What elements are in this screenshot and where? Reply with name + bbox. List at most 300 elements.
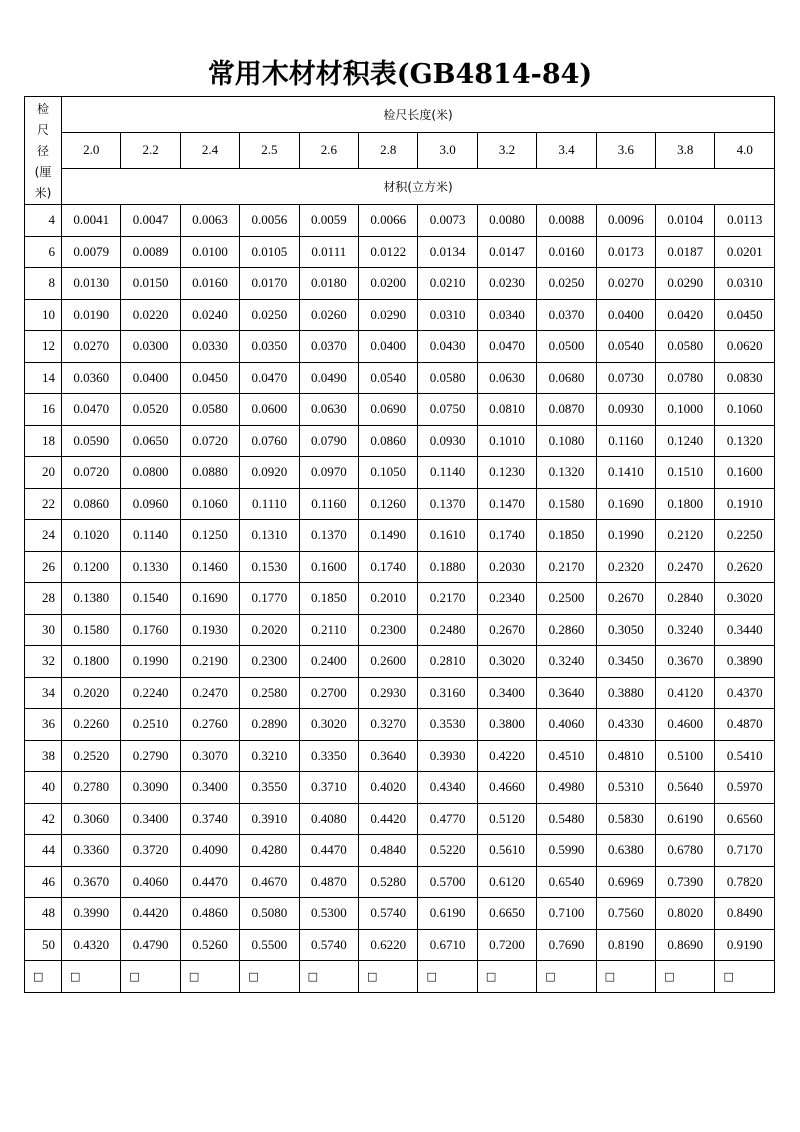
volume-cell: 0.1990	[121, 646, 180, 678]
volume-cell: 0.1760	[121, 614, 180, 646]
volume-cell: 0.8490	[715, 898, 775, 930]
volume-cell: 0.0073	[418, 205, 477, 237]
volume-cell: 0.5120	[477, 803, 536, 835]
volume-cell: 0.0088	[537, 205, 596, 237]
volume-cell: 0.0470	[477, 331, 536, 363]
volume-cell: 0.1740	[477, 520, 536, 552]
volume-cell: 0.2170	[537, 551, 596, 583]
diameter-cell: 6	[25, 236, 62, 268]
diameter-cell: 22	[25, 488, 62, 520]
volume-cell: 0.0059	[299, 205, 358, 237]
volume-cell: 0.0350	[240, 331, 299, 363]
volume-cell: 0.1490	[359, 520, 418, 552]
diameter-cell: 32	[25, 646, 62, 678]
volume-cell: 0.0580	[418, 362, 477, 394]
volume-cell: 0.0420	[656, 299, 715, 331]
volume-cell: 0.0540	[596, 331, 655, 363]
volume-cell: 0.0330	[180, 331, 239, 363]
volume-cell: 0.4870	[299, 866, 358, 898]
diameter-cell: 16	[25, 394, 62, 426]
diameter-header-line: 检	[36, 102, 49, 116]
volume-cell: 0.0360	[62, 362, 121, 394]
volume-cell: 0.0113	[715, 205, 775, 237]
volume-table-body	[25, 97, 775, 993]
table-row	[25, 677, 775, 709]
diameter-cell: 12	[25, 331, 62, 363]
volume-cell: 0.4980	[537, 772, 596, 804]
volume-cell: 0.4340	[418, 772, 477, 804]
volume-cell: 0.3720	[121, 835, 180, 867]
volume-cell: 0.3060	[62, 803, 121, 835]
volume-cell: 0.5700	[418, 866, 477, 898]
volume-cell: 0.4470	[180, 866, 239, 898]
volume-cell: 0.3020	[477, 646, 536, 678]
volume-cell: 0.3070	[180, 740, 239, 772]
volume-cell: 0.3550	[240, 772, 299, 804]
volume-cell: 0.2670	[596, 583, 655, 615]
volume-cell: 0.6650	[477, 898, 536, 930]
volume-cell: 0.3880	[596, 677, 655, 709]
volume-cell: 0.8190	[596, 929, 655, 961]
volume-cell: 0.0760	[240, 425, 299, 457]
volume-cell: 0.1230	[477, 457, 536, 489]
volume-cell: 0.0970	[299, 457, 358, 489]
volume-cell: 0.0860	[359, 425, 418, 457]
volume-cell: 0.6780	[656, 835, 715, 867]
volume-cell: 0.1260	[359, 488, 418, 520]
volume-cell: 0.3710	[299, 772, 358, 804]
volume-cell: 0.2510	[121, 709, 180, 741]
volume-cell: 0.2500	[537, 583, 596, 615]
volume-cell: 0.2890	[240, 709, 299, 741]
volume-cell: 0.1770	[240, 583, 299, 615]
volume-cell: 0.4320	[62, 929, 121, 961]
length-header-cell: 2.0	[62, 133, 121, 168]
volume-cell: 0.4020	[359, 772, 418, 804]
volume-cell: 0.3740	[180, 803, 239, 835]
volume-cell: 0.5220	[418, 835, 477, 867]
table-row	[25, 331, 775, 363]
volume-cell: 0.2320	[596, 551, 655, 583]
volume-cell: 0.1110	[240, 488, 299, 520]
volume-cell: 0.1740	[359, 551, 418, 583]
volume-cell: 0.2260	[62, 709, 121, 741]
volume-cell: 0.3990	[62, 898, 121, 930]
length-header-cell: 3.6	[596, 133, 655, 168]
volume-cell: 0.5640	[656, 772, 715, 804]
volume-cell: 0.3670	[62, 866, 121, 898]
volume-cell: 0.5740	[299, 929, 358, 961]
volume-cell: 0.1330	[121, 551, 180, 583]
volume-cell: 0.1240	[656, 425, 715, 457]
volume-cell: 0.7690	[537, 929, 596, 961]
volume-cell: 0.0780	[656, 362, 715, 394]
volume-cell: 0.0520	[121, 394, 180, 426]
volume-cell: 0.0105	[240, 236, 299, 268]
volume-cell: 0.4870	[715, 709, 775, 741]
volume-cell: 0.4670	[240, 866, 299, 898]
volume-cell: 0.0240	[180, 299, 239, 331]
volume-cell: 0.6220	[359, 929, 418, 961]
volume-cell: 0.3240	[537, 646, 596, 678]
volume-cell: 0.5300	[299, 898, 358, 930]
volume-cell: 0.1320	[537, 457, 596, 489]
volume-cell: 0.0190	[62, 299, 121, 331]
volume-cell: 0.2120	[656, 520, 715, 552]
table-row	[25, 457, 775, 489]
diameter-cell: 14	[25, 362, 62, 394]
volume-cell: 0.1380	[62, 583, 121, 615]
volume-cell: 0.1410	[596, 457, 655, 489]
volume-cell: 0.1850	[299, 583, 358, 615]
volume-cell: 0.0210	[418, 268, 477, 300]
volume-cell: 0.0960	[121, 488, 180, 520]
volume-cell: 0.1880	[418, 551, 477, 583]
volume-cell: 0.2620	[715, 551, 775, 583]
volume-cell: 0.0540	[359, 362, 418, 394]
blank-cell-marker: □	[240, 961, 299, 993]
volume-cell: 0.4120	[656, 677, 715, 709]
volume-cell: 0.0096	[596, 205, 655, 237]
volume-cell: 0.1470	[477, 488, 536, 520]
volume-cell: 0.5500	[240, 929, 299, 961]
volume-cell: 0.1320	[715, 425, 775, 457]
volume-cell: 0.0830	[715, 362, 775, 394]
volume-cell: 0.7820	[715, 866, 775, 898]
volume-cell: 0.0790	[299, 425, 358, 457]
volume-cell: 0.0160	[537, 236, 596, 268]
volume-cell: 0.0810	[477, 394, 536, 426]
blank-cell-marker: □	[62, 961, 121, 993]
diameter-cell: 20	[25, 457, 62, 489]
diameter-header-line: 尺	[36, 123, 49, 137]
blank-row	[25, 961, 775, 993]
volume-cell: 0.2470	[180, 677, 239, 709]
volume-cell: 0.4660	[477, 772, 536, 804]
volume-cell: 0.2760	[180, 709, 239, 741]
volume-cell: 0.5740	[359, 898, 418, 930]
table-row	[25, 898, 775, 930]
volume-cell: 0.4370	[715, 677, 775, 709]
volume-cell: 0.2250	[715, 520, 775, 552]
volume-cell: 0.7390	[656, 866, 715, 898]
volume-cell: 0.1000	[656, 394, 715, 426]
volume-cell: 0.4060	[537, 709, 596, 741]
table-row	[25, 205, 775, 237]
blank-cell-marker: □	[418, 961, 477, 993]
volume-cell: 0.2860	[537, 614, 596, 646]
volume-cell: 0.8690	[656, 929, 715, 961]
volume-cell: 0.1050	[359, 457, 418, 489]
volume-cell: 0.0860	[62, 488, 121, 520]
volume-cell: 0.4080	[299, 803, 358, 835]
volume-cell: 0.3020	[715, 583, 775, 615]
diameter-header-line: 径	[36, 144, 49, 158]
volume-cell: 0.1690	[596, 488, 655, 520]
volume-cell: 0.2340	[477, 583, 536, 615]
blank-cell-marker: □	[25, 961, 62, 993]
volume-cell: 0.6969	[596, 866, 655, 898]
diameter-header-line: (厘	[34, 165, 52, 179]
table-row	[25, 646, 775, 678]
volume-cell: 0.0290	[656, 268, 715, 300]
volume-cell: 0.3050	[596, 614, 655, 646]
volume-cell: 0.0147	[477, 236, 536, 268]
table-row	[25, 614, 775, 646]
volume-cell: 0.0590	[62, 425, 121, 457]
volume-cell: 0.3350	[299, 740, 358, 772]
volume-cell: 0.3890	[715, 646, 775, 678]
volume-cell: 0.5280	[359, 866, 418, 898]
volume-cell: 0.2030	[477, 551, 536, 583]
volume-cell: 0.0230	[477, 268, 536, 300]
header-row-length-label	[25, 97, 775, 133]
volume-cell: 0.0750	[418, 394, 477, 426]
volume-cell: 0.1800	[62, 646, 121, 678]
diameter-cell: 26	[25, 551, 62, 583]
volume-cell: 0.0490	[299, 362, 358, 394]
diameter-cell: 4	[25, 205, 62, 237]
volume-cell: 0.1060	[715, 394, 775, 426]
diameter-cell: 48	[25, 898, 62, 930]
volume-cell: 0.3020	[299, 709, 358, 741]
table-row	[25, 551, 775, 583]
volume-cell: 0.2480	[418, 614, 477, 646]
volume-cell: 0.6540	[537, 866, 596, 898]
length-section-header: 检尺长度(米)	[62, 97, 775, 133]
volume-cell: 0.0400	[121, 362, 180, 394]
length-header-cell: 2.2	[121, 133, 180, 168]
volume-cell: 0.0290	[359, 299, 418, 331]
volume-cell: 0.0160	[180, 268, 239, 300]
volume-cell: 0.0930	[418, 425, 477, 457]
blank-cell-marker: □	[596, 961, 655, 993]
volume-cell: 0.0041	[62, 205, 121, 237]
volume-cell: 0.5260	[180, 929, 239, 961]
volume-cell: 0.1460	[180, 551, 239, 583]
volume-cell: 0.1800	[656, 488, 715, 520]
volume-cell: 0.7560	[596, 898, 655, 930]
volume-cell: 0.3440	[715, 614, 775, 646]
blank-cell-marker: □	[477, 961, 536, 993]
volume-cell: 0.4420	[121, 898, 180, 930]
volume-cell: 0.2840	[656, 583, 715, 615]
volume-cell: 0.1540	[121, 583, 180, 615]
volume-cell: 0.1910	[715, 488, 775, 520]
volume-cell: 0.1600	[715, 457, 775, 489]
length-header-cell: 2.4	[180, 133, 239, 168]
volume-cell: 0.1850	[537, 520, 596, 552]
volume-cell: 0.0630	[299, 394, 358, 426]
volume-cell: 0.5080	[240, 898, 299, 930]
table-row	[25, 520, 775, 552]
volume-cell: 0.1370	[299, 520, 358, 552]
volume-cell: 0.3090	[121, 772, 180, 804]
volume-cell: 0.0201	[715, 236, 775, 268]
volume-cell: 0.6120	[477, 866, 536, 898]
volume-cell: 0.1610	[418, 520, 477, 552]
volume-cell: 0.6560	[715, 803, 775, 835]
volume-cell: 0.9190	[715, 929, 775, 961]
volume-cell: 0.0250	[537, 268, 596, 300]
volume-cell: 0.3530	[418, 709, 477, 741]
volume-cell: 0.4510	[537, 740, 596, 772]
volume-cell: 0.2700	[299, 677, 358, 709]
volume-cell: 0.7100	[537, 898, 596, 930]
volume-cell: 0.1060	[180, 488, 239, 520]
table-row	[25, 299, 775, 331]
volume-cell: 0.2810	[418, 646, 477, 678]
volume-cell: 0.4220	[477, 740, 536, 772]
volume-cell: 0.4330	[596, 709, 655, 741]
volume-cell: 0.0930	[596, 394, 655, 426]
diameter-cell: 42	[25, 803, 62, 835]
blank-cell-marker: □	[359, 961, 418, 993]
diameter-cell: 28	[25, 583, 62, 615]
volume-cell: 0.0340	[477, 299, 536, 331]
volume-cell: 0.5100	[656, 740, 715, 772]
volume-cell: 0.3910	[240, 803, 299, 835]
volume-cell: 0.0470	[240, 362, 299, 394]
table-row	[25, 709, 775, 741]
volume-cell: 0.0047	[121, 205, 180, 237]
table-row	[25, 835, 775, 867]
volume-cell: 0.0104	[656, 205, 715, 237]
volume-cell: 0.0250	[240, 299, 299, 331]
volume-cell: 0.2170	[418, 583, 477, 615]
diameter-cell: 30	[25, 614, 62, 646]
volume-cell: 0.3450	[596, 646, 655, 678]
length-header-cell: 3.8	[656, 133, 715, 168]
table-row	[25, 803, 775, 835]
volume-cell: 0.4810	[596, 740, 655, 772]
volume-cell: 0.0400	[359, 331, 418, 363]
volume-cell: 0.3160	[418, 677, 477, 709]
volume-cell: 0.5970	[715, 772, 775, 804]
length-header-cell: 2.8	[359, 133, 418, 168]
volume-cell: 0.0200	[359, 268, 418, 300]
volume-cell: 0.1140	[418, 457, 477, 489]
volume-cell: 0.2670	[477, 614, 536, 646]
volume-cell: 0.1690	[180, 583, 239, 615]
volume-cell: 0.6190	[418, 898, 477, 930]
volume-cell: 0.2580	[240, 677, 299, 709]
diameter-cell: 50	[25, 929, 62, 961]
volume-cell: 0.1510	[656, 457, 715, 489]
table-row	[25, 268, 775, 300]
volume-cell: 0.2240	[121, 677, 180, 709]
diameter-cell: 40	[25, 772, 62, 804]
volume-cell: 0.8020	[656, 898, 715, 930]
length-header-cell: 4.0	[715, 133, 775, 168]
diameter-cell: 24	[25, 520, 62, 552]
volume-cell: 0.3670	[656, 646, 715, 678]
volume-cell: 0.3640	[359, 740, 418, 772]
volume-cell: 0.2020	[62, 677, 121, 709]
volume-cell: 0.2790	[121, 740, 180, 772]
diameter-cell: 18	[25, 425, 62, 457]
volume-cell: 0.0450	[180, 362, 239, 394]
volume-cell: 0.0111	[299, 236, 358, 268]
volume-cell: 0.0370	[537, 299, 596, 331]
volume-cell: 0.0187	[656, 236, 715, 268]
volume-cell: 0.4790	[121, 929, 180, 961]
volume-cell: 0.6710	[418, 929, 477, 961]
volume-cell: 0.0260	[299, 299, 358, 331]
volume-cell: 0.3400	[121, 803, 180, 835]
volume-cell: 0.4060	[121, 866, 180, 898]
volume-cell: 0.0134	[418, 236, 477, 268]
volume-cell: 0.2520	[62, 740, 121, 772]
volume-cell: 0.5310	[596, 772, 655, 804]
volume-section-header: 材积(立方米)	[62, 168, 775, 204]
volume-cell: 0.0620	[715, 331, 775, 363]
volume-cell: 0.0310	[418, 299, 477, 331]
volume-cell: 0.0270	[596, 268, 655, 300]
volume-cell: 0.4840	[359, 835, 418, 867]
volume-cell: 0.1580	[537, 488, 596, 520]
volume-cell: 0.0580	[656, 331, 715, 363]
volume-cell: 0.6380	[596, 835, 655, 867]
volume-cell: 0.0880	[180, 457, 239, 489]
volume-cell: 0.1250	[180, 520, 239, 552]
volume-cell: 0.0430	[418, 331, 477, 363]
volume-cell: 0.0370	[299, 331, 358, 363]
volume-cell: 0.0063	[180, 205, 239, 237]
volume-cell: 0.0450	[715, 299, 775, 331]
diameter-cell: 34	[25, 677, 62, 709]
volume-cell: 0.2600	[359, 646, 418, 678]
volume-cell: 0.3270	[359, 709, 418, 741]
volume-cell: 0.0066	[359, 205, 418, 237]
diameter-cell: 46	[25, 866, 62, 898]
header-row-lengths	[25, 133, 775, 168]
volume-cell: 0.4280	[240, 835, 299, 867]
volume-cell: 0.0630	[477, 362, 536, 394]
header-row-volume-label	[25, 168, 775, 204]
volume-cell: 0.0680	[537, 362, 596, 394]
volume-cell: 0.3930	[418, 740, 477, 772]
volume-cell: 0.3640	[537, 677, 596, 709]
volume-cell: 0.1990	[596, 520, 655, 552]
volume-cell: 0.1160	[596, 425, 655, 457]
volume-cell: 0.0270	[62, 331, 121, 363]
volume-cell: 0.2300	[359, 614, 418, 646]
volume-cell: 0.4420	[359, 803, 418, 835]
volume-cell: 0.0730	[596, 362, 655, 394]
volume-cell: 0.0180	[299, 268, 358, 300]
volume-cell: 0.2470	[656, 551, 715, 583]
volume-cell: 0.0122	[359, 236, 418, 268]
blank-cell-marker: □	[121, 961, 180, 993]
volume-cell: 0.0080	[477, 205, 536, 237]
volume-cell: 0.3360	[62, 835, 121, 867]
volume-cell: 0.0920	[240, 457, 299, 489]
table-row	[25, 583, 775, 615]
table-row	[25, 740, 775, 772]
blank-cell-marker: □	[715, 961, 775, 993]
volume-cell: 0.2300	[240, 646, 299, 678]
volume-cell: 0.1010	[477, 425, 536, 457]
diameter-cell: 8	[25, 268, 62, 300]
volume-cell: 0.1080	[537, 425, 596, 457]
volume-cell: 0.3240	[656, 614, 715, 646]
volume-cell: 0.0170	[240, 268, 299, 300]
volume-cell: 0.5610	[477, 835, 536, 867]
diameter-cell: 36	[25, 709, 62, 741]
volume-cell: 0.1310	[240, 520, 299, 552]
volume-cell: 0.0100	[180, 236, 239, 268]
